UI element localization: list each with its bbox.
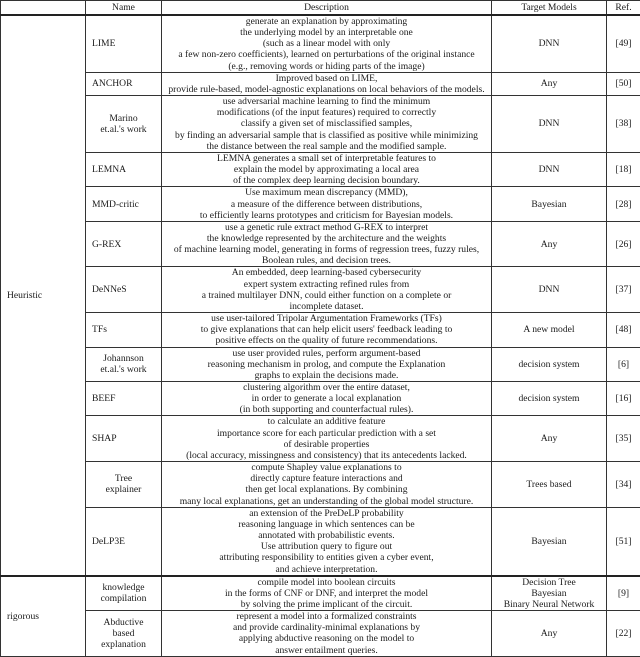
target-model: decision system	[494, 393, 604, 404]
description-line: positive effects on the quality of future recommendations.	[164, 335, 489, 346]
method-name: explainer	[88, 484, 159, 495]
name-cell	[86, 267, 162, 313]
table-row	[1, 221, 640, 267]
target-model: DNN	[494, 164, 604, 175]
method-name: DeLP3E	[92, 536, 159, 547]
description-line: attributing responsibility to entities given a cyber event,	[164, 552, 489, 563]
name-cell	[86, 152, 162, 186]
description-line: in order to generate a local explanation	[164, 393, 489, 404]
description-line: reasoning language in which sentences can be	[164, 519, 489, 530]
method-name: knowledge	[88, 582, 159, 593]
name-cell	[86, 611, 162, 657]
ref-cell: [16]	[607, 382, 640, 416]
description-line: use user provided rules, perform argument-based	[164, 348, 489, 359]
target-model: Any	[494, 628, 604, 639]
target-models-cell	[492, 267, 607, 313]
target-models-cell	[492, 221, 607, 267]
table-row	[1, 611, 640, 657]
name-cell	[86, 416, 162, 462]
description-line: compile model into boolean circuits	[164, 577, 489, 588]
method-name: Abductive	[88, 617, 159, 628]
target-models-cell	[492, 462, 607, 508]
description-line: applying abductive reasoning on the model to	[164, 633, 489, 644]
description-line: graphs to explain the decisions made.	[164, 370, 489, 381]
ref-cell: [37]	[607, 267, 640, 313]
target-model: Trees based	[494, 479, 604, 490]
header-category	[1, 1, 86, 16]
description-line: of desirable properties	[164, 439, 489, 450]
description-line: the underlying model by an interpretable one	[164, 27, 489, 38]
description-cell	[162, 611, 492, 657]
table-row	[1, 416, 640, 462]
description-line: directly capture feature interactions and	[164, 473, 489, 484]
description-cell	[162, 382, 492, 416]
ref-cell: [26]	[607, 221, 640, 267]
table-body	[1, 15, 640, 656]
target-models-cell	[492, 576, 607, 611]
description-line: by finding an adversarial sample that is classified as positive while minimizing	[164, 130, 489, 141]
description-line: Boolean rules, and decision trees.	[164, 255, 489, 266]
target-models-cell	[492, 347, 607, 381]
description-cell	[162, 152, 492, 186]
ref-cell: [50]	[607, 72, 640, 95]
header-target-models: Target Models	[492, 1, 607, 16]
description-line: importance score for each particular prediction with a set	[164, 428, 489, 439]
target-models-cell	[492, 96, 607, 153]
table-row	[1, 152, 640, 186]
description-line: LEMNA generates a small set of interpretable features to	[164, 153, 489, 164]
description-line: and achieve interpretation.	[164, 564, 489, 575]
header-ref: Ref.	[607, 1, 640, 16]
ref-cell: [18]	[607, 152, 640, 186]
name-cell	[86, 507, 162, 575]
header-name: Name	[86, 1, 162, 16]
target-model: Any	[494, 78, 604, 89]
method-name: et.al.'s work	[88, 124, 159, 135]
description-line: classify a given set of misclassified samples,	[164, 118, 489, 129]
method-name: Marino	[88, 113, 159, 124]
description-line: use user-tailored Tripolar Argumentation Frameworks (TFs)	[164, 313, 489, 324]
method-name: based	[88, 628, 159, 639]
ref-cell: [22]	[607, 611, 640, 657]
description-line: An embedded, deep learning-based cybersecurity	[164, 267, 489, 278]
target-models-cell	[492, 611, 607, 657]
description-cell	[162, 221, 492, 267]
name-cell	[86, 15, 162, 72]
table-row	[1, 382, 640, 416]
target-model: Bayesian	[494, 588, 604, 599]
description-line: to calculate an additive feature	[164, 416, 489, 427]
name-cell	[86, 576, 162, 611]
name-cell	[86, 313, 162, 347]
method-name: explanation	[88, 639, 159, 650]
target-model: Any	[494, 433, 604, 444]
description-line: by solving the prime implicant of the circuit.	[164, 599, 489, 610]
table-row	[1, 507, 640, 575]
description-line: then get local explanations. By combining	[164, 484, 489, 495]
table-row	[1, 15, 640, 72]
target-model: DNN	[494, 284, 604, 295]
name-cell	[86, 187, 162, 221]
description-line: an extension of the PreDeLP probability	[164, 508, 489, 519]
target-model: DNN	[494, 38, 604, 49]
table-row	[1, 462, 640, 508]
description-cell	[162, 187, 492, 221]
description-line: of machine learning model, generating in forms of regression trees, fuzzy rules,	[164, 244, 489, 255]
ref-cell: [51]	[607, 507, 640, 575]
description-line: use adversarial machine learning to find the minimum	[164, 96, 489, 107]
name-cell	[86, 72, 162, 95]
method-name: G-REX	[92, 239, 159, 250]
description-cell	[162, 15, 492, 72]
target-models-cell	[492, 187, 607, 221]
name-cell	[86, 382, 162, 416]
table-row	[1, 267, 640, 313]
target-model: DNN	[494, 118, 604, 129]
description-line: a few non-zero coefficients), learned on perturbations of the original instance	[164, 49, 489, 60]
table-row	[1, 347, 640, 381]
description-line: clustering algorithm over the entire dataset,	[164, 382, 489, 393]
description-line: many local explanations, get an understanding of the global model structure.	[164, 496, 489, 507]
target-models-cell	[492, 382, 607, 416]
description-line: (such as a linear model with only	[164, 38, 489, 49]
description-line: to efficiently learns prototypes and criticism for Bayesian models.	[164, 210, 489, 221]
target-models-cell	[492, 416, 607, 462]
target-models-cell	[492, 152, 607, 186]
description-line: to give explanations that can help elicit users' feedback leading to	[164, 324, 489, 335]
description-line: Use attribution query to figure out	[164, 541, 489, 552]
description-line: answer entailment queries.	[164, 645, 489, 656]
description-line: provide rule-based, model-agnostic explanations on local behaviors of the models.	[164, 84, 489, 95]
description-line: annotated with probabilistic events.	[164, 530, 489, 541]
description-line: reasoning mechanism in prolog, and compute the Explanation	[164, 359, 489, 370]
method-name: LEMNA	[92, 164, 159, 175]
description-cell	[162, 267, 492, 313]
method-name: DeNNeS	[92, 284, 159, 295]
ref-cell: [6]	[607, 347, 640, 381]
description-line: represent a model into a formalized constraints	[164, 611, 489, 622]
name-cell	[86, 96, 162, 153]
method-name: BEEF	[92, 393, 159, 404]
description-cell	[162, 313, 492, 347]
header-description: Description	[162, 1, 492, 16]
ref-cell: [9]	[607, 576, 640, 611]
description-line: Improved based on LIME,	[164, 73, 489, 84]
description-line: compute Shapley value explanations to	[164, 462, 489, 473]
description-cell	[162, 416, 492, 462]
ref-cell: [28]	[607, 187, 640, 221]
method-name: ANCHOR	[92, 78, 159, 89]
description-line: and provide cardinality-minimal explanations by	[164, 622, 489, 633]
ref-cell: [48]	[607, 313, 640, 347]
method-name: TFs	[92, 324, 159, 335]
target-models-cell	[492, 15, 607, 72]
description-line: a trained multilayer DNN, could either function on a complete or	[164, 290, 489, 301]
target-model: Bayesian	[494, 536, 604, 547]
table-row	[1, 187, 640, 221]
name-cell	[86, 347, 162, 381]
ref-cell: [38]	[607, 96, 640, 153]
method-name: Tree	[88, 473, 159, 484]
description-line: in the forms of CNF or DNF, and interpret the model	[164, 588, 489, 599]
description-line: of the complex deep learning decision boundary.	[164, 175, 489, 186]
description-cell	[162, 72, 492, 95]
name-cell	[86, 462, 162, 508]
target-model: Any	[494, 239, 604, 250]
description-cell	[162, 576, 492, 611]
target-models-cell	[492, 72, 607, 95]
description-line: Use maximum mean discrepancy (MMD),	[164, 187, 489, 198]
target-model: Bayesian	[494, 199, 604, 210]
description-line: modifications (of the input features) required to correctly	[164, 107, 489, 118]
target-models-cell	[492, 313, 607, 347]
description-cell	[162, 507, 492, 575]
method-name: MMD-critic	[92, 199, 159, 210]
category-cell: rigorous	[1, 576, 86, 657]
description-line: (local accuracy, missingness and consistency) that its antecedents lacked.	[164, 450, 489, 461]
description-line: the distance between the real sample and the modified sample.	[164, 141, 489, 152]
description-line: explain the model by approximating a local area	[164, 164, 489, 175]
table-row	[1, 576, 640, 611]
method-name: compilation	[88, 593, 159, 604]
description-cell	[162, 462, 492, 508]
target-models-cell	[492, 507, 607, 575]
target-model: A new model	[494, 324, 604, 335]
description-line: use a genetic rule extract method G-REX to interpret	[164, 222, 489, 233]
description-line: a measure of the difference between distributions,	[164, 199, 489, 210]
target-model: Binary Neural Network	[494, 599, 604, 610]
description-line: expert system extracting refined rules from	[164, 279, 489, 290]
table-row	[1, 72, 640, 95]
name-cell	[86, 221, 162, 267]
description-line: the knowledge represented by the architecture and the weights	[164, 233, 489, 244]
method-name: et.al.'s work	[88, 364, 159, 375]
table-row	[1, 313, 640, 347]
category-cell: Heuristic	[1, 15, 86, 576]
target-model: decision system	[494, 359, 604, 370]
description-cell	[162, 96, 492, 153]
description-line: (in both supporting and counterfactual rules).	[164, 404, 489, 415]
description-line: generate an explanation by approximating	[164, 16, 489, 27]
ref-cell: [34]	[607, 462, 640, 508]
target-model: Decision Tree	[494, 577, 604, 588]
header-row	[1, 1, 640, 16]
table-row	[1, 96, 640, 153]
ref-cell: [35]	[607, 416, 640, 462]
method-name: LIME	[92, 38, 159, 49]
method-name: SHAP	[92, 433, 159, 444]
description-cell	[162, 347, 492, 381]
method-name: Johannson	[88, 353, 159, 364]
description-line: (e.g., removing words or hiding parts of the image)	[164, 61, 489, 72]
ref-cell: [49]	[607, 15, 640, 72]
description-line: incomplete dataset.	[164, 301, 489, 312]
